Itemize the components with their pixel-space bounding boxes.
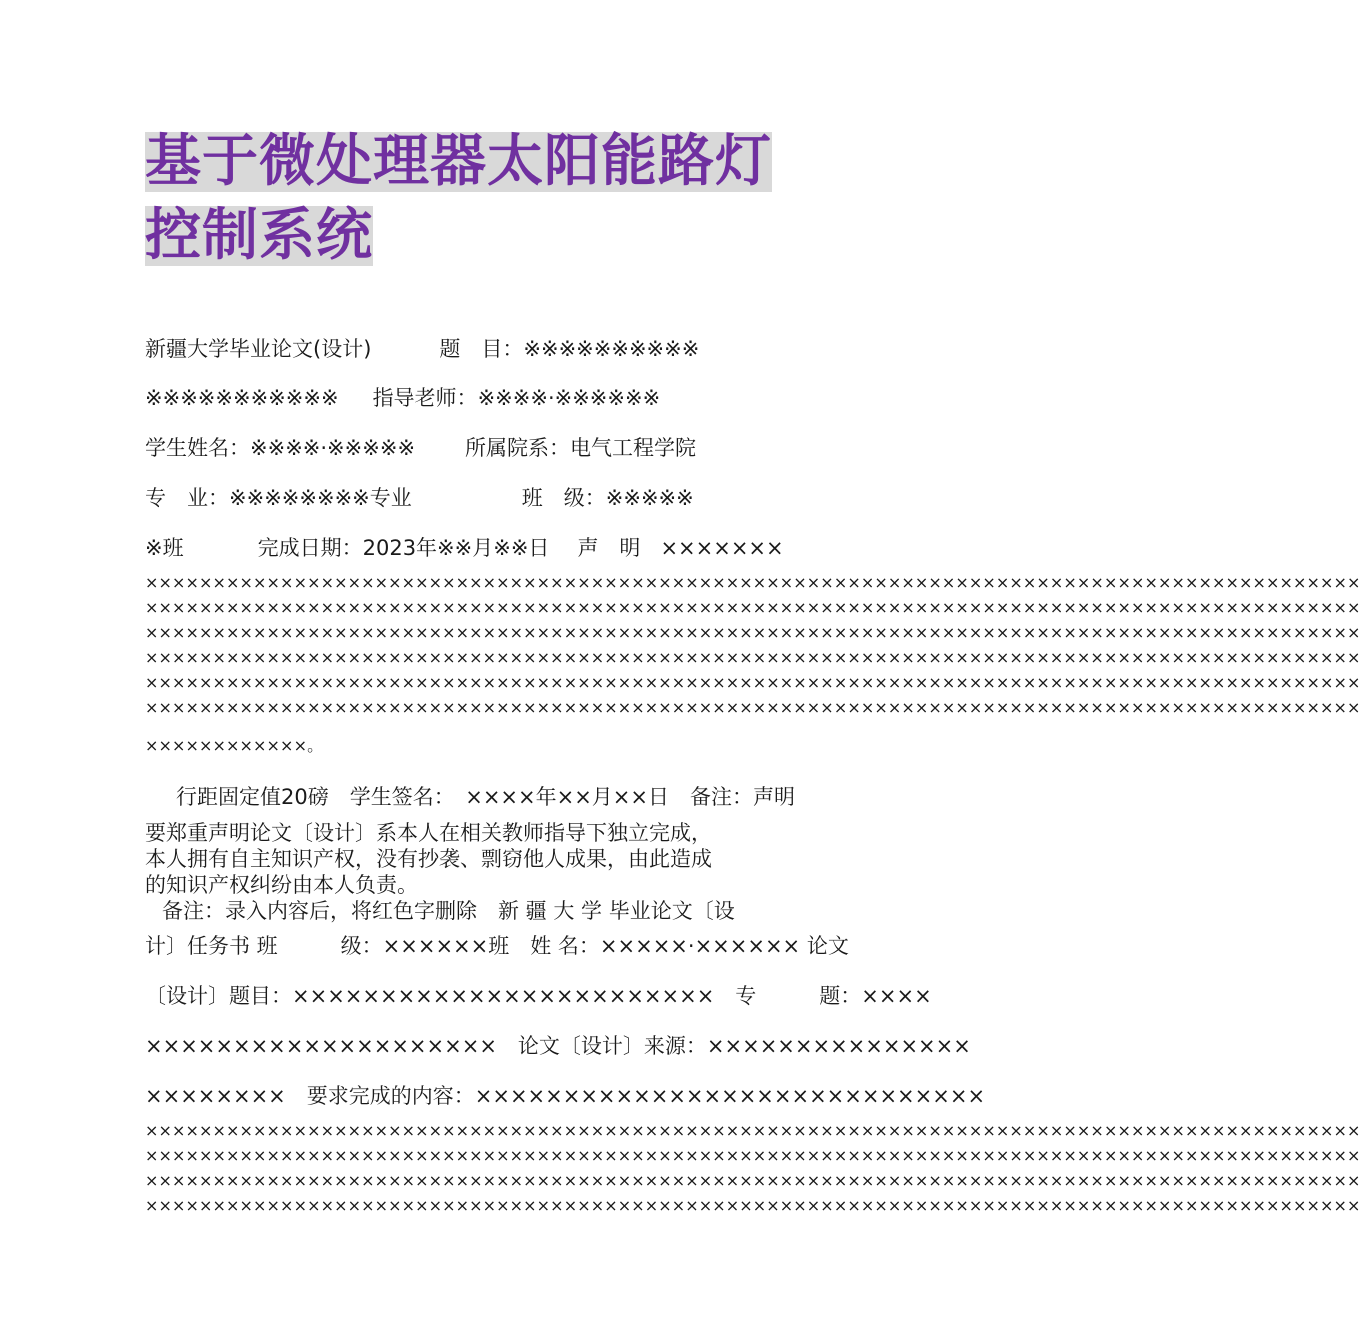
para-1-line-4: 的知识产权纠纷由本人负责。 bbox=[145, 873, 418, 897]
content-x-line: ×××××××××××××××××××××××××××××××××××××××××××××××××××××××××××××××××××××××××××××××××××××××××× bbox=[145, 1171, 1361, 1190]
major-label: 专 业： bbox=[145, 486, 229, 510]
header-line-2 bbox=[145, 385, 660, 411]
para-1-line-1: 行距固定值20磅 学生签名： ××××年××月××日 备注：声明 bbox=[176, 785, 795, 809]
declaration-end: ××××××××××××。 bbox=[145, 736, 324, 755]
topic-value: ※※※※※※※※※※ bbox=[523, 337, 700, 361]
declaration-line: ×××××××××××××××××××××××××××××××××××××××××××××××××××××××××××××××××××××××××××××××××××××××××× bbox=[145, 623, 1361, 642]
content-x-line: ×××××××××××××××××××××××××××××××××××××××××××××××××××××××××××××××××××××××××××××××××××××××××× bbox=[145, 1146, 1361, 1165]
declaration-line: ×××××××××××××××××××××××××××××××××××××××××××××××××××××××××××××××××××××××××××××××××××××××××× bbox=[145, 698, 1361, 717]
document-title-line-2: 控制系统 bbox=[145, 203, 373, 268]
date-label: 完成日期： bbox=[257, 536, 363, 560]
dept-value: 电气工程学院 bbox=[570, 436, 697, 460]
declaration-lead-x: ××××××× bbox=[660, 536, 784, 560]
content-x-line: ×××××××××××××××××××××××××××××××××××××××××××××××××××××××××××××××××××××××××××××××××××××××××× bbox=[145, 1121, 1361, 1140]
header-line-5 bbox=[145, 535, 784, 561]
document-title-line-1: 基于微处理器太阳能路灯 bbox=[145, 129, 772, 194]
student-value: ※※※※·※※※※※ bbox=[250, 436, 416, 460]
student-label: 学生姓名： bbox=[145, 436, 250, 460]
date-value: 2023年※※月※※日 bbox=[362, 536, 550, 560]
content-x-line: ×××××××××××××××××××××××××××××××××××××××××××××××××××××××××××××××××××××××××××××××××××××××××× bbox=[145, 1196, 1361, 1215]
declaration-line: ×××××××××××××××××××××××××××××××××××××××××××××××××××××××××××××××××××××××××××××××××××××××××× bbox=[145, 598, 1361, 617]
advisor-value: ※※※※·※※※※※※ bbox=[477, 386, 661, 410]
declaration-heading: 声 明 bbox=[577, 536, 641, 560]
para-2-line-2: 计〕任务书 班 级：××××××班 姓 名：×××××·×××××× 论文 bbox=[145, 934, 849, 958]
para-1-line-2: 要郑重声明论文〔设计〕系本人在相关教师指导下独立完成， bbox=[145, 821, 712, 845]
para-1-line-3: 本人拥有自主知识产权，没有抄袭、剽窃他人成果，由此造成 bbox=[145, 847, 712, 871]
major-value: ※※※※※※※※专业 bbox=[229, 486, 412, 510]
para-2-line-3: 〔设计〕题目：×××××××××××××××××××××××× 专 题：×××× bbox=[145, 984, 932, 1008]
dept-label: 所属院系： bbox=[465, 436, 571, 460]
para-2-line-4: ×××××××××××××××××××× 论文〔设计〕来源：××××××××××××××× bbox=[145, 1034, 971, 1058]
university-label: 新疆大学毕业论文(设计) bbox=[145, 337, 372, 361]
declaration-line: ×××××××××××××××××××××××××××××××××××××××××××××××××××××××××××××××××××××××××××××××××××××××××× bbox=[145, 573, 1361, 592]
para-2-line-5: ×××××××× 要求完成的内容：××××××××××××××××××××××××××××× bbox=[145, 1084, 986, 1108]
declaration-line: ×××××××××××××××××××××××××××××××××××××××××××××××××××××××××××××××××××××××××××××××××××××××××× bbox=[145, 648, 1361, 667]
class-value-continued: ※班 bbox=[145, 536, 184, 560]
advisor-label: 指导老师： bbox=[372, 386, 478, 410]
header-line-4 bbox=[145, 485, 694, 511]
header-line-3 bbox=[145, 435, 696, 461]
class-value: ※※※※※ bbox=[605, 486, 694, 510]
topic-value-continued: ※※※※※※※※※※※ bbox=[145, 386, 339, 410]
topic-label: 题 目： bbox=[439, 337, 524, 361]
para-2-line-1: 备注：录入内容后，将红色字删除 新 疆 大 学 毕业论文〔设 bbox=[162, 899, 735, 923]
declaration-line: ×××××××××××××××××××××××××××××××××××××××××××××××××××××××××××××××××××××××××××××××××××××××××× bbox=[145, 673, 1361, 692]
class-label: 班 级： bbox=[521, 486, 606, 510]
header-line-1 bbox=[145, 336, 699, 362]
